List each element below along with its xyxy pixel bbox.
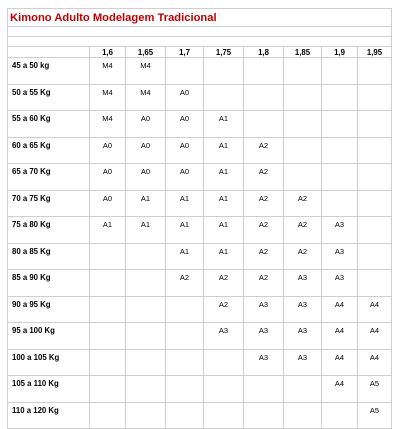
size-cell: M4 (126, 84, 166, 111)
weight-label: 110 a 120 Kg (8, 402, 90, 429)
height-header: 1,6 (90, 47, 126, 58)
size-cell: A3 (204, 323, 244, 350)
size-cell: A3 (284, 349, 322, 376)
size-cell: A0 (90, 164, 126, 191)
size-cell: A0 (126, 164, 166, 191)
height-header: 1,9 (322, 47, 358, 58)
size-cell (322, 190, 358, 217)
size-cell: A3 (284, 296, 322, 323)
size-cell: A1 (166, 243, 204, 270)
table-row (8, 323, 392, 350)
size-cell (322, 164, 358, 191)
height-header: 1,8 (244, 47, 284, 58)
page-title: Kimono Adulto Modelagem Tradicional (8, 9, 392, 27)
blank-cell (8, 27, 392, 37)
size-cell (358, 111, 392, 138)
height-header: 1,75 (204, 47, 244, 58)
size-cell (322, 402, 358, 429)
size-cell: A3 (244, 323, 284, 350)
size-cell: A0 (166, 84, 204, 111)
size-cell (244, 376, 284, 403)
size-cell (284, 84, 322, 111)
size-cell (166, 296, 204, 323)
size-cell: A1 (126, 217, 166, 244)
size-cell (284, 402, 322, 429)
size-cell (284, 164, 322, 191)
size-cell: A4 (322, 349, 358, 376)
size-cell: A2 (284, 190, 322, 217)
weight-label: 45 a 50 kg (8, 58, 90, 85)
size-cell (358, 58, 392, 85)
size-cell: A5 (358, 376, 392, 403)
size-cell (358, 217, 392, 244)
table-row (8, 349, 392, 376)
size-cell (358, 164, 392, 191)
size-cell (90, 376, 126, 403)
table-row (8, 164, 392, 191)
table-row (8, 58, 392, 85)
size-cell: A2 (244, 190, 284, 217)
size-cell: A4 (322, 376, 358, 403)
weight-label: 85 a 90 Kg (8, 270, 90, 297)
size-cell (358, 137, 392, 164)
table-row (8, 376, 392, 403)
blank-row (8, 27, 392, 37)
size-cell: A1 (204, 164, 244, 191)
size-cell: A2 (244, 164, 284, 191)
size-cell: A1 (126, 190, 166, 217)
weight-label: 95 a 100 Kg (8, 323, 90, 350)
size-cell: A3 (322, 243, 358, 270)
size-cell (166, 349, 204, 376)
size-cell (90, 243, 126, 270)
size-cell: M4 (90, 111, 126, 138)
blank-cell (8, 37, 392, 47)
size-cell: A2 (204, 296, 244, 323)
size-cell: A4 (358, 349, 392, 376)
size-cell (204, 402, 244, 429)
size-cell: A2 (166, 270, 204, 297)
size-cell (126, 270, 166, 297)
table-row (8, 84, 392, 111)
table-row (8, 270, 392, 297)
table-row (8, 111, 392, 138)
size-cell (166, 376, 204, 403)
size-cell (90, 349, 126, 376)
height-header: 1,85 (284, 47, 322, 58)
size-cell (90, 323, 126, 350)
size-cell (166, 58, 204, 85)
weight-label: 60 a 65 Kg (8, 137, 90, 164)
size-cell: A0 (90, 190, 126, 217)
size-cell: A1 (166, 217, 204, 244)
size-cell (204, 349, 244, 376)
table-row (8, 217, 392, 244)
size-cell (322, 84, 358, 111)
weight-label: 100 a 105 Kg (8, 349, 90, 376)
size-cell: A3 (244, 349, 284, 376)
size-cell: A4 (358, 323, 392, 350)
size-cell (322, 137, 358, 164)
size-cell: A1 (204, 217, 244, 244)
weight-label: 55 a 60 Kg (8, 111, 90, 138)
size-cell (322, 58, 358, 85)
height-header-row (8, 47, 392, 58)
size-cell (126, 323, 166, 350)
size-cell: A3 (284, 270, 322, 297)
table-row (8, 402, 392, 429)
size-cell: A2 (284, 243, 322, 270)
size-cell: A1 (204, 190, 244, 217)
height-header: 1,7 (166, 47, 204, 58)
size-cell: M4 (90, 84, 126, 111)
size-cell (244, 402, 284, 429)
weight-label: 70 a 75 Kg (8, 190, 90, 217)
size-cell: A1 (90, 217, 126, 244)
size-cell (90, 402, 126, 429)
size-chart-table (7, 8, 392, 429)
size-cell (322, 111, 358, 138)
size-cell (166, 323, 204, 350)
size-cell: A1 (204, 137, 244, 164)
size-cell (126, 296, 166, 323)
size-chart-sheet (7, 8, 391, 429)
size-cell: A2 (204, 270, 244, 297)
size-cell (204, 376, 244, 403)
size-cell: A2 (244, 270, 284, 297)
size-cell: A0 (166, 164, 204, 191)
title-row (8, 9, 392, 27)
size-cell: A2 (244, 137, 284, 164)
size-cell: A1 (204, 111, 244, 138)
weight-label: 105 a 110 Kg (8, 376, 90, 403)
size-cell (358, 270, 392, 297)
table-row (8, 296, 392, 323)
size-cell: A4 (358, 296, 392, 323)
size-cell: A3 (284, 323, 322, 350)
table-row (8, 190, 392, 217)
table-row (8, 137, 392, 164)
size-cell (284, 58, 322, 85)
corner-cell (8, 47, 90, 58)
weight-label: 50 a 55 Kg (8, 84, 90, 111)
size-cell (126, 402, 166, 429)
weight-label: 65 a 70 Kg (8, 164, 90, 191)
size-cell (90, 296, 126, 323)
size-cell: A3 (244, 296, 284, 323)
size-cell: A0 (166, 111, 204, 138)
size-cell (284, 137, 322, 164)
size-cell (284, 111, 322, 138)
size-cell: M4 (126, 58, 166, 85)
size-cell: A5 (358, 402, 392, 429)
size-cell: A3 (322, 217, 358, 244)
weight-label: 75 a 80 Kg (8, 217, 90, 244)
height-header: 1,65 (126, 47, 166, 58)
size-cell: M4 (90, 58, 126, 85)
size-cell: A0 (90, 137, 126, 164)
size-cell: A2 (284, 217, 322, 244)
size-cell (244, 111, 284, 138)
size-cell: A0 (126, 137, 166, 164)
size-cell (284, 376, 322, 403)
size-cell: A1 (166, 190, 204, 217)
size-cell: A3 (322, 270, 358, 297)
size-cell (204, 84, 244, 111)
size-cell: A2 (244, 217, 284, 244)
size-cell (126, 376, 166, 403)
size-cell (166, 402, 204, 429)
table-row (8, 243, 392, 270)
size-cell: A0 (166, 137, 204, 164)
size-cell (358, 190, 392, 217)
height-header: 1,95 (358, 47, 392, 58)
size-cell: A4 (322, 323, 358, 350)
size-cell (126, 349, 166, 376)
size-cell (90, 270, 126, 297)
size-cell (358, 243, 392, 270)
size-cell: A4 (322, 296, 358, 323)
weight-label: 80 a 85 Kg (8, 243, 90, 270)
size-cell (358, 84, 392, 111)
weight-label: 90 a 95 Kg (8, 296, 90, 323)
size-cell (204, 58, 244, 85)
size-cell: A1 (204, 243, 244, 270)
size-cell (244, 84, 284, 111)
size-cell (126, 243, 166, 270)
size-cell: A2 (244, 243, 284, 270)
size-cell: A0 (126, 111, 166, 138)
blank-row (8, 37, 392, 47)
size-cell (244, 58, 284, 85)
